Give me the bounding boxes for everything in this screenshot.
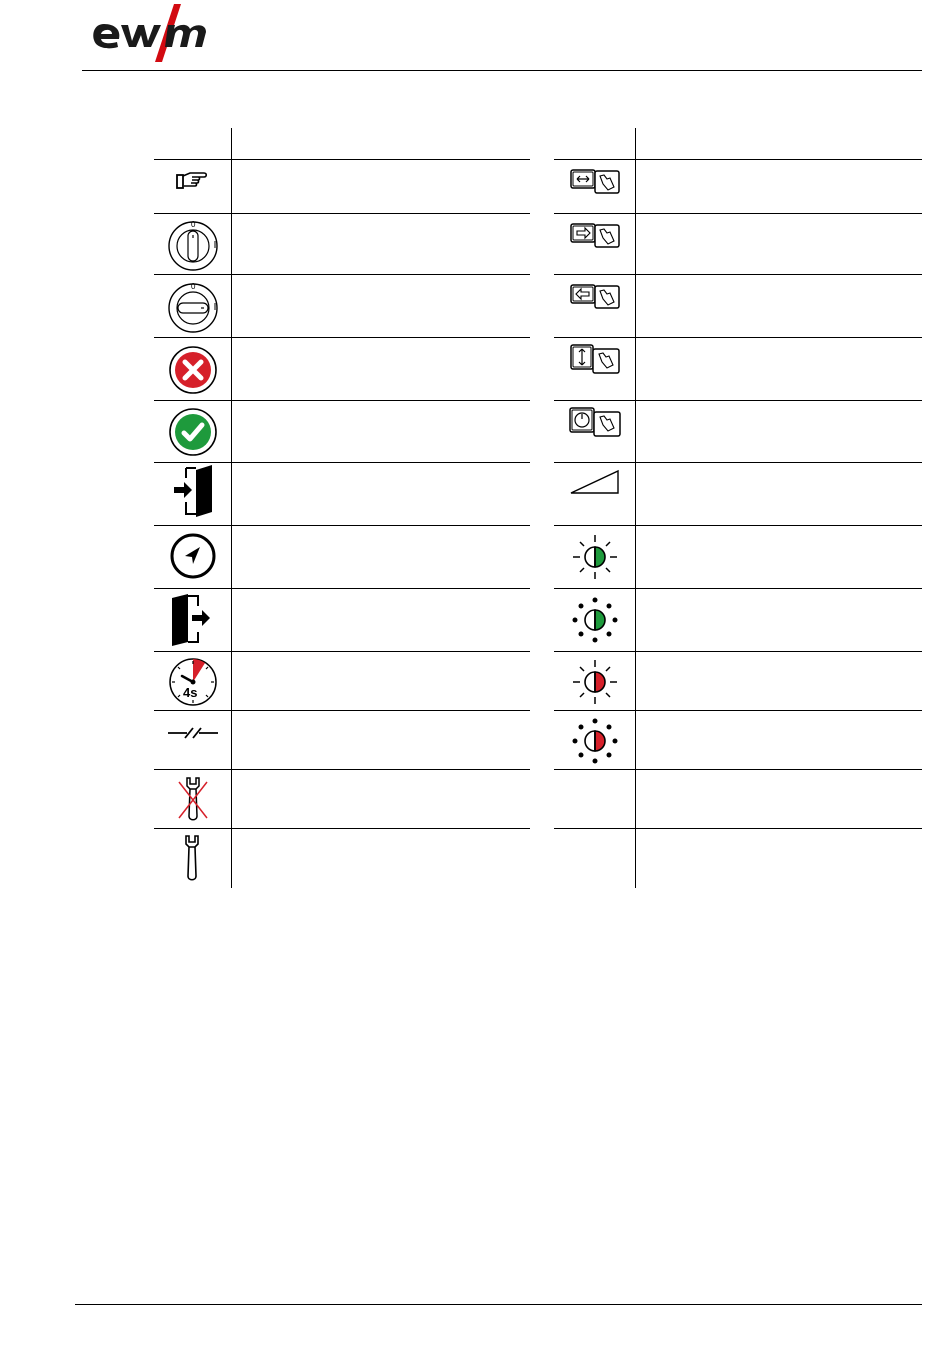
svg-text:0: 0 [191,220,196,229]
rotary-switch-horizontal-icon [167,280,219,334]
press-next-button-icon [569,221,621,249]
row-rule [154,462,530,463]
press-up-down-button-icon [569,343,621,375]
tool-icon [178,834,206,884]
row-rule [554,710,922,711]
row-rule [154,400,530,401]
not-permitted-icon [168,345,218,395]
time-4s-icon [167,655,219,707]
row-rule [154,274,530,275]
row-rule [554,828,922,829]
press-rotary-knob-icon [568,406,622,438]
menu-exit-icon [168,592,214,648]
row-rule [554,400,922,401]
row-rule [554,462,922,463]
correct-icon [168,407,218,457]
footer-rule [75,1304,922,1305]
row-rule [554,159,922,160]
row-rule [154,828,530,829]
row-rule [554,651,922,652]
row-rule [554,213,922,214]
row-rule [154,159,530,160]
svg-text:ewm: ewm [88,4,91,5]
row-rule [154,525,530,526]
row-rule [154,588,530,589]
row-rule [554,588,922,589]
press-toggle-button-icon [569,167,621,195]
ramp-icon [569,469,621,495]
header-rule [82,70,922,71]
signal-light-red-flashing-icon [571,717,619,765]
table-divider-right [635,128,636,888]
menu-enter-icon [172,464,216,520]
table-divider-left [231,128,232,888]
signal-light-red-icon [571,658,619,706]
row-rule [554,769,922,770]
navigate-icon [169,532,217,580]
row-rule [554,525,922,526]
pointing-hand-icon [176,170,210,192]
row-rule [554,274,922,275]
svg-text:4s: 4s [183,685,198,700]
no-tool-icon [176,776,210,824]
line-interruption-icon [168,726,218,740]
press-back-button-icon [569,282,621,310]
row-rule [154,213,530,214]
row-rule [154,769,530,770]
rotary-switch-vertical-icon [167,218,219,272]
svg-text:0: 0 [191,282,196,291]
signal-light-green-icon [571,533,619,581]
row-rule [554,337,922,338]
ewm-logo [88,4,228,64]
row-rule [154,337,530,338]
signal-light-green-flashing-icon [571,596,619,644]
row-rule [154,651,530,652]
row-rule [154,710,530,711]
